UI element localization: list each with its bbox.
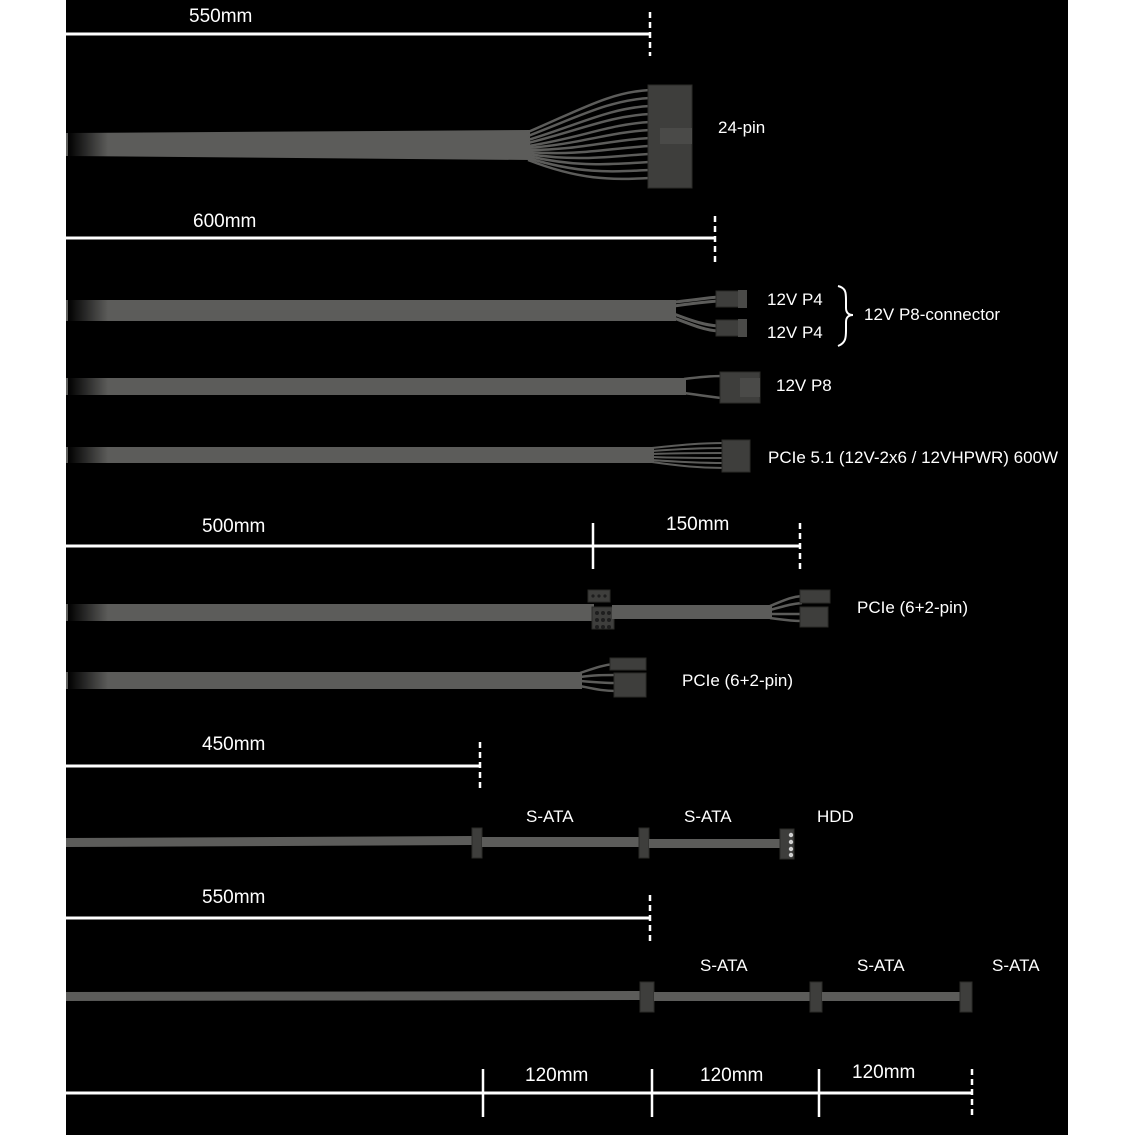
label-12v-p4-b: 12V P4: [767, 323, 823, 342]
brace-icon: [838, 286, 853, 346]
label-pcie51: PCIe 5.1 (12V-2x6 / 12VHPWR) 600W: [768, 448, 1059, 467]
cable-diagram: [66, 0, 1068, 1135]
label-sata-1: S-ATA: [526, 807, 574, 826]
cable-pcie-single: [66, 658, 646, 697]
label-12v-p4-a: 12V P4: [767, 290, 823, 309]
label-12v-p8: 12V P8: [776, 376, 832, 395]
label-hdd: HDD: [817, 807, 854, 826]
dim-line-600: [66, 216, 715, 262]
dim-label-600: 600mm: [193, 211, 257, 232]
dim-label-550-lower: 550mm: [202, 887, 266, 908]
dim-label-450: 450mm: [202, 734, 266, 755]
dim-label-120-c: 120mm: [852, 1062, 916, 1083]
dim-label-150: 150mm: [666, 514, 730, 535]
cable-diagram-svg: [66, 0, 1068, 1135]
cable-12v-p4: [66, 290, 747, 337]
dim-line-550-top: [66, 12, 650, 56]
label-24pin: 24-pin: [718, 118, 766, 137]
cable-pcie-daisy: [66, 590, 830, 629]
label-sata-4: S-ATA: [857, 956, 905, 975]
label-12v-p8-connector: 12V P8-connector: [864, 305, 1001, 324]
cable-sata-x3: [66, 982, 972, 1012]
cable-sata-hdd: [66, 828, 794, 859]
label-sata-2: S-ATA: [684, 807, 732, 826]
dim-line-550-lower: [66, 895, 650, 941]
dim-label-120-a: 120mm: [525, 1065, 589, 1086]
cable-24pin: [66, 85, 692, 188]
dim-label-550-top: 550mm: [189, 6, 253, 27]
label-pcie-a: PCIe (6+2-pin): [857, 598, 969, 617]
cable-12v-p8: [66, 372, 760, 403]
label-pcie-b: PCIe (6+2-pin): [682, 671, 794, 690]
label-sata-3: S-ATA: [700, 956, 748, 975]
dim-label-500: 500mm: [202, 516, 266, 537]
dim-label-120-b: 120mm: [700, 1065, 764, 1086]
label-sata-5: S-ATA: [992, 956, 1040, 975]
dim-line-120-segments: [66, 1069, 972, 1117]
cable-pcie51: [66, 440, 750, 472]
dim-line-450: [66, 742, 480, 788]
